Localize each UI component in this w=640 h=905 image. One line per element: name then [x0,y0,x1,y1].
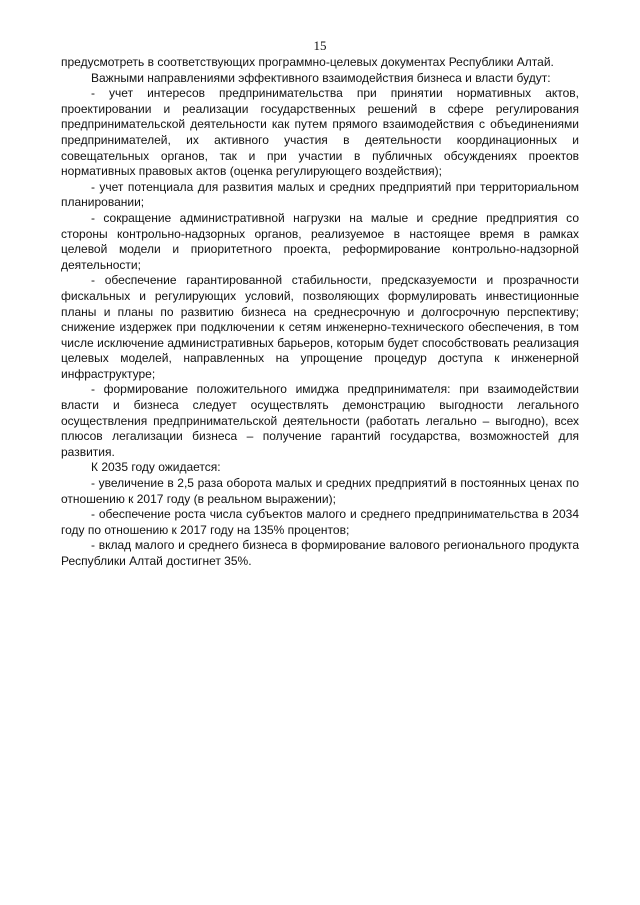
list-item-business-interests: - учет интересов предпринимательства при принятии нормативных актов, проектировании и реализации государственных решений в сфере регулирования предпринимательской деятельности как путем прямого взаимодействия с объединениями предпринимателей, их активного участия в деятельности координационных и совещательных органов, так и при участии в публичных обсуждениях проектов нормативных правовых актов (оценка регулирующего воздействия); [61,86,579,179]
list-item-grp-contribution: - вклад малого и среднего бизнеса в формирование валового регионального продукта Республики Алтай достигнет 35%. [61,538,579,568]
paragraph-directions-intro: Важными направлениями эффективного взаимодействия бизнеса и власти будут: [91,70,551,85]
list-item-territorial-planning: - учет потенциала для развития малых и средних предприятий при территориальном планировании; [61,179,579,210]
list-item-turnover-growth: - увеличение в 2,5 раза оборота малых и средних предприятий в постоянных ценах по отношению к 2017 году (в реальном выражении); [61,476,579,506]
list-item-entrepreneur-image: - формирование положительного имиджа предпринимателя: при взаимодействии власти и бизнеса следует осуществлять демонстрацию выгодности легального осуществления предпринимательской деятельности (работать легально – выгодно), всех плюсов легализации бизнеса – получение гарантий государства, возможностей для развития. [61,382,579,459]
document-body [61,55,579,570]
page-number: 15 [313,38,327,53]
list-item-subjects-growth: - обеспечение роста числа субъектов малого и среднего предпринимательства в 2034 году по отношению к 2017 году на 135% процентов; [61,507,579,537]
paragraph-continuation: предусмотреть в соответствующих программно-целевых документах Республики Алтай. [61,55,554,69]
list-item-fiscal-stability: - обеспечение гарантированной стабильности, предсказуемости и прозрачности фискальных и регулирующих условий, позволяющих формулировать инвестиционные планы и планы по развитию бизнеса на среднесрочную и долгосрочную перспективу; снижение издержек при подключении к сетям инженерно-технического обеспечения, в том числе исключение административных барьеров, которым будет способствовать реализация целевых моделей, направленных на упрощение процедур доступа к инженерной инфраструктуре; [61,273,579,381]
list-item-administrative-burden: - сокращение административной нагрузки на малые и средние предприятия со стороны контрольно-надзорных органов, реализуемое в настоящее время в рамках целевой модели и приоритетного проекта, реформирование контрольно-надзорной деятельности; [61,210,579,272]
paragraph-2035-expectations: К 2035 году ожидается: [91,460,221,475]
